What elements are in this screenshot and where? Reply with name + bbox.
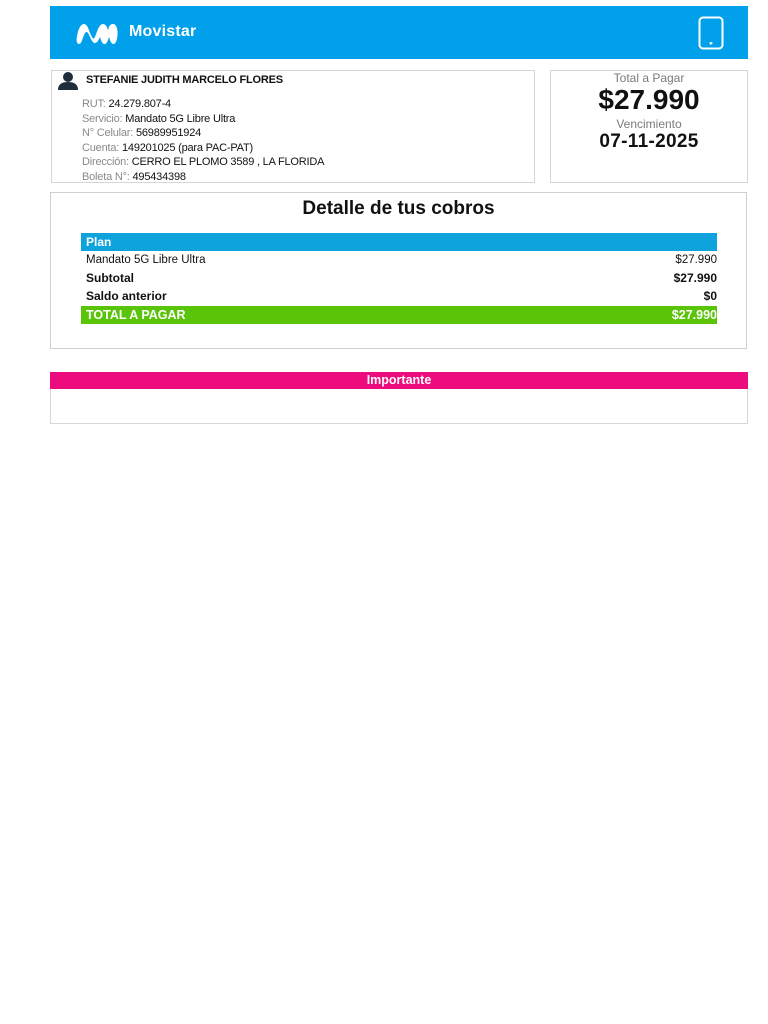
- movistar-logo-icon: [74, 20, 120, 48]
- info-row-address: [82, 155, 324, 170]
- total-to-pay-amount: $27.990: [671, 308, 717, 322]
- service-value: Mandato 5G Libre Ultra: [125, 112, 236, 125]
- total-label: Total a Pagar: [613, 71, 685, 85]
- account-value: 149201025 (para PAC-PAT): [122, 141, 253, 154]
- previous-balance-amount: $0: [703, 289, 717, 303]
- rut-label: RUT:: [82, 98, 106, 110]
- previous-balance-label: Saldo anterior: [86, 289, 167, 303]
- invoice-value: 495434398: [132, 170, 186, 183]
- plan-item-label: Mandato 5G Libre Ultra: [86, 254, 206, 266]
- plan-item-amount: $27.990: [675, 254, 717, 266]
- important-content: [50, 389, 748, 424]
- due-label: Vencimiento: [616, 117, 682, 131]
- due-date: 07-11-2025: [599, 131, 699, 152]
- header-bar: [50, 6, 748, 59]
- phone-label: N° Celular:: [82, 127, 134, 139]
- address-value: CERRO EL PLOMO 3589 , LA FLORIDA: [131, 156, 325, 168]
- total-to-pay-row: [81, 306, 717, 324]
- total-to-pay-label: TOTAL A PAGAR: [86, 308, 186, 322]
- info-row-service: [82, 112, 324, 127]
- rut-value: 24.279.807-4: [108, 98, 171, 110]
- plan-item-row: [81, 251, 717, 269]
- info-row-rut: [82, 97, 324, 112]
- address-label: Dirección:: [82, 156, 129, 168]
- total-summary-panel: [550, 70, 748, 183]
- service-label: Servicio:: [82, 112, 123, 125]
- customer-name: STEFANIE JUDITH MARCELO FLORES: [86, 74, 283, 86]
- user-icon: [57, 71, 79, 91]
- previous-balance-row: [81, 287, 717, 305]
- charges-detail-panel: [50, 192, 747, 349]
- subtotal-label: Subtotal: [86, 271, 134, 285]
- important-header: Importante: [50, 372, 748, 389]
- subtotal-amount: $27.990: [673, 271, 717, 285]
- customer-info-panel: [51, 70, 535, 183]
- subtotal-row: [81, 269, 717, 287]
- info-row-phone: [82, 126, 324, 141]
- invoice-label: Boleta N°:: [82, 170, 130, 183]
- mobile-phone-icon: [698, 16, 724, 50]
- account-label: Cuenta:: [82, 141, 120, 154]
- total-amount: $27.990: [598, 84, 700, 115]
- brand-name: Movistar: [129, 23, 197, 40]
- info-row-invoice: [82, 170, 324, 185]
- plan-section-header: Plan: [81, 233, 717, 251]
- phone-value: 56989951924: [135, 127, 202, 139]
- detail-title: Detalle de tus cobros: [302, 198, 495, 219]
- customer-details: [82, 97, 324, 184]
- info-row-account: [82, 141, 324, 156]
